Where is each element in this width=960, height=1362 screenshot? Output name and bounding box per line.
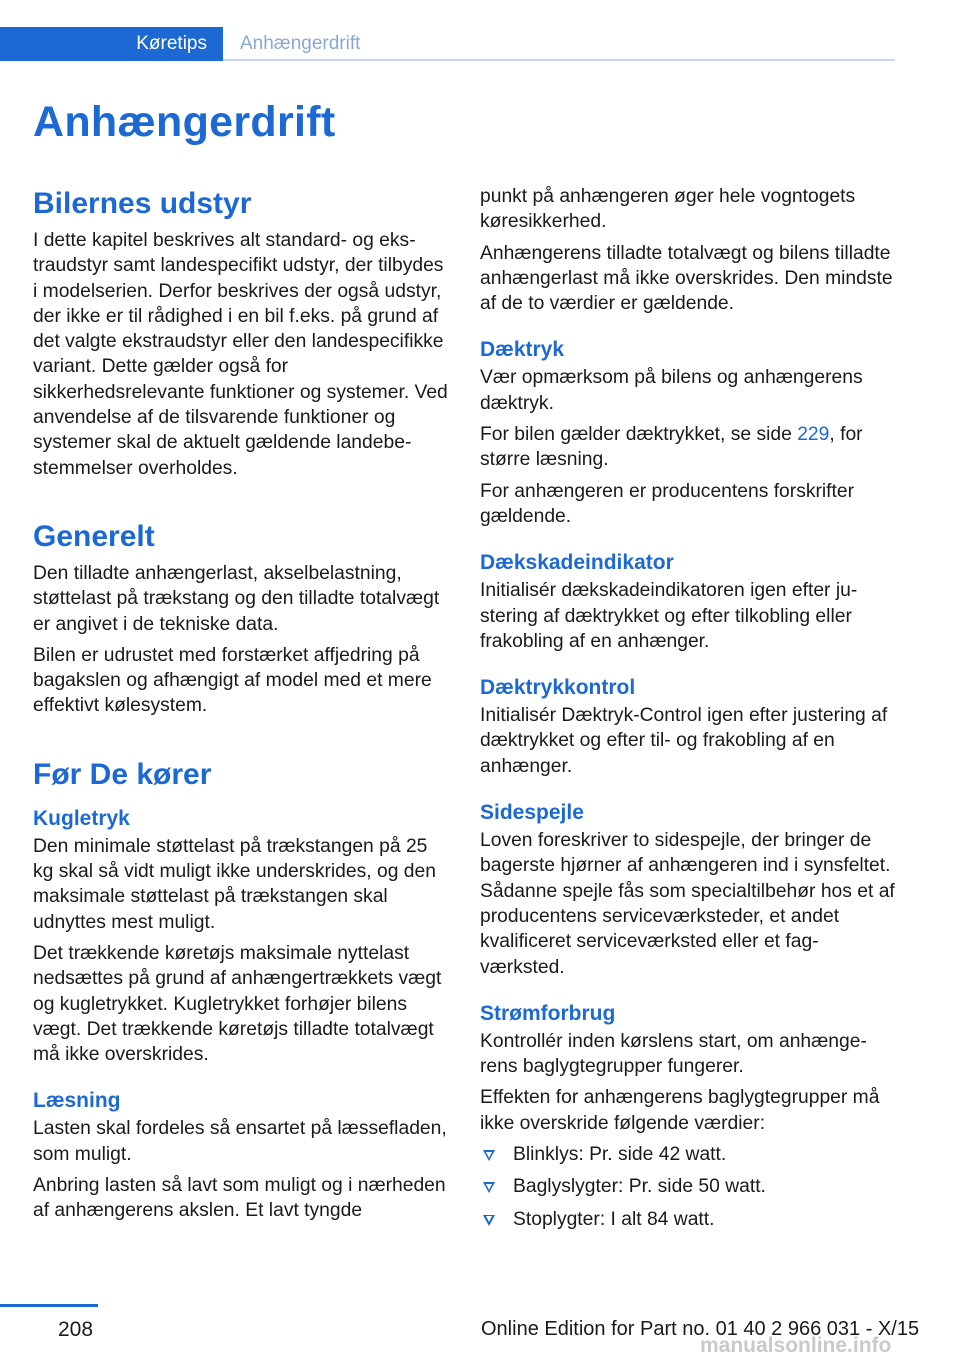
paragraph: Lasten skal fordeles så ensartet på læssefladen, som muligt.: [33, 1118, 447, 1165]
paragraph: Effekten for anhængerens baglygtegrupper må ikke overskride følgende værdier:: [480, 1087, 880, 1134]
paragraph: Anbring lasten så lavt som muligt og i nærheden af anhængerens akslen. Et lavt tyngde: [33, 1175, 446, 1222]
tab-anhaengerdrift[interactable]: Anhængerdrift: [240, 33, 361, 54]
paragraph: For anhængeren er producentens forskrifter gældende.: [480, 480, 855, 527]
tab-koretips-label: Køretips: [136, 33, 207, 54]
triangle-bullet-icon: [483, 1150, 495, 1161]
section-heading-bilernes-udstyr: Bilernes udstyr: [33, 187, 252, 220]
text: , for større læsning.: [480, 424, 863, 471]
section-heading-foer-de-koerer: Før De kører: [33, 757, 212, 791]
section-heading-generelt: Generelt: [33, 519, 155, 553]
page-title: Anhængerdrift: [33, 98, 336, 146]
paragraph: Det trækkende køretøjs maksimale nyttelast nedsættes på grund af anhængertrækkets vægt og kugletrykket. Kugletrykket forhøjer bilens vægt. Det trækkende køretøjs tilladte totalvægt må ikke overskrides.: [33, 942, 442, 1066]
watermark: manualsonline.info: [700, 1334, 892, 1357]
header-rule: [223, 59, 895, 61]
subheading-kugletryk: Kugletryk: [33, 806, 130, 830]
paragraph: Anhængerens tilladte totalvægt og bilens tilladte anhængerlast må ikke overskrides. Den mindste af de to værdier er gældende.: [480, 242, 893, 315]
list-item: [480, 1174, 896, 1199]
list-item-text: Blinklys: Pr. side 42 watt.: [513, 1144, 727, 1166]
subheading-sidespejle: Sidespejle: [480, 801, 584, 825]
subheading-daektrykkontrol: Dæktrykkontrol: [480, 676, 636, 700]
paragraph: Loven foreskriver to sidespejle, der bringer de bagerste hjørner af anhængeren ind i synsfeltet. Sådanne spejle fås som specialtilbehør hos et af producentens serviceværksteder, et andet kvalificeret serviceværksted eller et fagværksted.: [480, 830, 895, 978]
paragraph: Den minimale støttelast på trækstangen på 25 kg skal så vidt muligt ikke underskrides, og den maksimale støttelast på trækstangen skal udnyttes mest muligt.: [33, 835, 436, 933]
page-number: 208: [58, 1318, 94, 1341]
paragraph: Den tilladte anhængerlast, akselbelastning, støttelast på trækstang og den tilladte totalvægt er angivet i de tekniske data.: [33, 562, 440, 635]
wattage-list: [480, 1142, 896, 1232]
paragraph: Initialisér Dæktryk-Control igen efter justering af dæktrykket og efter til- og frakobling af en anhænger.: [480, 705, 888, 777]
paragraph-daektryk-ref: [480, 422, 896, 473]
paragraph: I dette kapitel beskrives alt standard- og ekstraudstyr samt landespecifikt udstyr, der tilbydes i modelserien. Derfor beskrives der også udstyr, der ikke er til rådighed i en bil f.eks. på grund af det valgte ekstraudstyr eller den landespecifikke variant. Dette gælder også for sikkerhedsrelevante funktioner og systemer. Ved anvendelse af de tilsvarende funktioner og systemer skal de aktuelt gældende landebestemmelser overholdes.: [33, 230, 448, 479]
list-item: [480, 1207, 896, 1232]
footer-rule: [0, 1304, 98, 1307]
subheading-daektryk: Dæktryk: [480, 338, 565, 362]
paragraph: Vær opmærksom på bilens og anhængerens dæktryk.: [480, 367, 863, 414]
edition-text: Online Edition for Part no. 01 40 2 966 031 - X/15: [481, 1318, 920, 1340]
left-column: [33, 186, 449, 1230]
subheading-daekskadeindikator: Dækskadeindikator: [480, 551, 674, 575]
list-item-text: Stoplygter: I alt 84 watt.: [513, 1208, 715, 1230]
list-item-text: Baglyslygter: Pr. side 50 watt.: [513, 1176, 766, 1198]
tab-koretips[interactable]: [0, 27, 223, 61]
subheading-stroemforbrug: Strømforbrug: [480, 1001, 616, 1025]
paragraph: punkt på anhængeren øger hele vogntogets køresikkerhed.: [480, 186, 856, 233]
subheading-laesning: Læsning: [33, 1089, 121, 1113]
paragraph: Initialisér dækskadeindikatoren igen efter justering af dæktrykket og efter tilkobling eller frakobling af en anhænger.: [480, 580, 858, 652]
header-tabbar: [0, 27, 895, 61]
right-column: [480, 184, 896, 1239]
list-item: [480, 1142, 896, 1167]
page-link-229[interactable]: 229: [797, 424, 830, 446]
paragraph: Kontrollér inden kørslens start, om anhængerens baglygtegrupper fungerer.: [480, 1030, 867, 1078]
text: For bilen gælder dæktrykket, se side: [480, 424, 798, 446]
paragraph: Bilen er udrustet med forstærket affjedring på bagakslen og afhængigt af model med et mere effektivt kølesystem.: [33, 644, 432, 717]
triangle-bullet-icon: [483, 1215, 495, 1226]
triangle-bullet-icon: [483, 1182, 495, 1193]
